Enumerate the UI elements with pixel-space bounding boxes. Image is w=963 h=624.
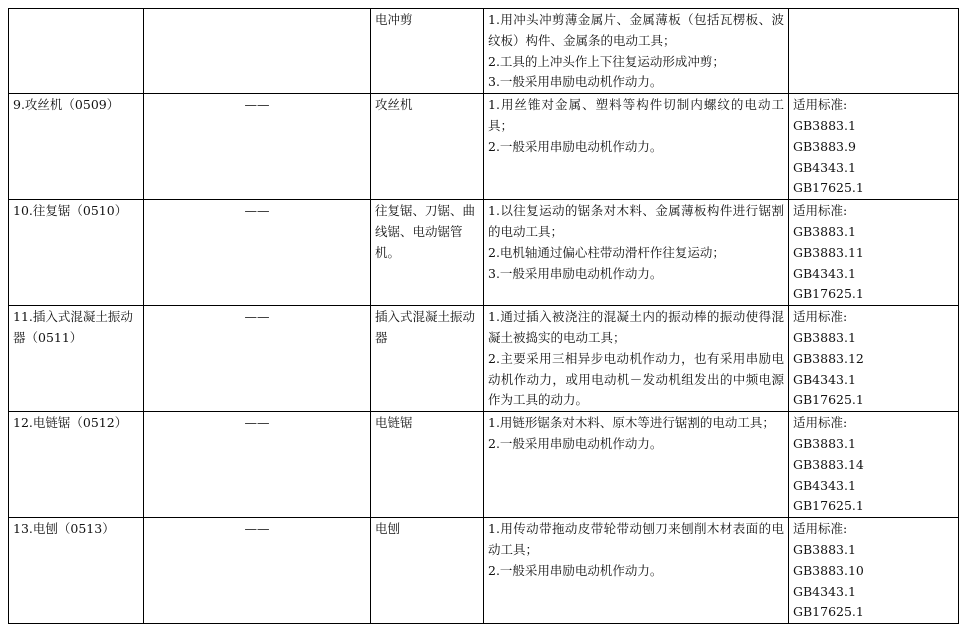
standard-item: GB3883.1 bbox=[793, 223, 856, 239]
standard-item: GB3883.9 bbox=[793, 138, 856, 154]
standards-cell bbox=[789, 200, 959, 306]
table-row bbox=[9, 200, 959, 306]
code-cell: —— bbox=[144, 306, 371, 412]
definition-line: 2.工具的上冲头作上下往复运动形成冲剪； bbox=[488, 53, 725, 69]
standard-label: 适用标准: bbox=[793, 521, 848, 537]
definition-cell bbox=[484, 518, 789, 624]
standard-item: GB3883.14 bbox=[793, 456, 864, 472]
standard-item: GB3883.1 bbox=[793, 117, 856, 133]
product-cell: 电刨 bbox=[371, 518, 484, 624]
product-cell: 攻丝机 bbox=[371, 94, 484, 200]
standard-item: GB17625.1 bbox=[793, 604, 864, 620]
standard-item: GB3883.10 bbox=[793, 562, 864, 578]
standard-label: 适用标准: bbox=[793, 415, 848, 431]
table-row bbox=[9, 306, 959, 412]
standard-label: 适用标准: bbox=[793, 203, 848, 219]
definition-line: 3.一般采用串励电动机作动力。 bbox=[488, 74, 663, 90]
standard-item: GB17625.1 bbox=[793, 180, 864, 196]
category-cell: 13.电刨（0513） bbox=[9, 518, 144, 624]
definition-line: 1.通过插入被浇注的混凝土内的振动棒的振动使得混凝土被捣实的电动工具； bbox=[488, 309, 784, 345]
standards-cell bbox=[789, 518, 959, 624]
product-cell: 电冲剪 bbox=[371, 9, 484, 94]
definition-line: 1.用冲头冲剪薄金属片、金属薄板（包括瓦楞板、波纹板）构件、金属条的电动工具； bbox=[488, 12, 784, 48]
code-cell bbox=[144, 9, 371, 94]
definition-cell bbox=[484, 200, 789, 306]
definition-line: 2.一般采用串励电动机作动力。 bbox=[488, 138, 663, 154]
category-cell: 9.攻丝机（0509） bbox=[9, 94, 144, 200]
definition-line: 1.用链形锯条对木料、原木等进行锯割的电动工具； bbox=[488, 415, 775, 431]
standard-item: GB4343.1 bbox=[793, 265, 856, 281]
definition-line: 1.以往复运动的锯条对木料、金属薄板构件进行锯割的电动工具； bbox=[488, 203, 784, 239]
definition-line: 1.用传动带拖动皮带轮带动刨刀来刨削木材表面的电动工具； bbox=[488, 521, 784, 557]
standard-item: GB17625.1 bbox=[793, 498, 864, 514]
definition-line: 2.主要采用三相异步电动机作动力，也有采用串励电动机作动力，或用电动机－发动机组发出的中频电源作为工具的动力。 bbox=[488, 350, 784, 408]
table-row bbox=[9, 94, 959, 200]
definition-cell bbox=[484, 94, 789, 200]
standard-item: GB17625.1 bbox=[793, 392, 864, 408]
standard-item: GB4343.1 bbox=[793, 477, 856, 493]
definition-cell bbox=[484, 306, 789, 412]
definition-line: 2.一般采用串励电动机作动力。 bbox=[488, 435, 663, 451]
table-row bbox=[9, 412, 959, 518]
standard-item: GB4343.1 bbox=[793, 583, 856, 599]
standard-item: GB4343.1 bbox=[793, 159, 856, 175]
standard-label: 适用标准: bbox=[793, 97, 848, 113]
category-cell: 10.往复锯（0510） bbox=[9, 200, 144, 306]
standards-cell bbox=[789, 412, 959, 518]
code-cell: —— bbox=[144, 518, 371, 624]
definition-line: 3.一般采用串励电动机作动力。 bbox=[488, 265, 663, 281]
category-cell: 12.电链锯（0512） bbox=[9, 412, 144, 518]
standards-cell bbox=[789, 94, 959, 200]
standard-item: GB3883.1 bbox=[793, 329, 856, 345]
code-cell: —— bbox=[144, 94, 371, 200]
category-cell bbox=[9, 9, 144, 94]
category-cell: 11.插入式混凝土振动器（0511） bbox=[9, 306, 144, 412]
product-cell: 往复锯、刀锯、曲线锯、电动锯管机。 bbox=[371, 200, 484, 306]
standard-item: GB3883.1 bbox=[793, 435, 856, 451]
standard-item: GB17625.1 bbox=[793, 286, 864, 302]
definition-cell bbox=[484, 9, 789, 94]
product-classification-table bbox=[8, 8, 959, 624]
definition-line: 2.电机轴通过偏心柱带动滑杆作往复运动； bbox=[488, 244, 725, 260]
table-row bbox=[9, 518, 959, 624]
standard-label: 适用标准: bbox=[793, 309, 848, 325]
product-cell: 电链锯 bbox=[371, 412, 484, 518]
code-cell: —— bbox=[144, 200, 371, 306]
definition-line: 1.用丝锥对金属、塑料等构件切制内螺纹的电动工具； bbox=[488, 97, 784, 133]
definition-line: 2.一般采用串励电动机作动力。 bbox=[488, 562, 663, 578]
standard-item: GB4343.1 bbox=[793, 371, 856, 387]
standards-cell bbox=[789, 9, 959, 94]
standards-cell bbox=[789, 306, 959, 412]
product-cell: 插入式混凝土振动器 bbox=[371, 306, 484, 412]
standard-item: GB3883.11 bbox=[793, 244, 864, 260]
definition-cell bbox=[484, 412, 789, 518]
code-cell: —— bbox=[144, 412, 371, 518]
standard-item: GB3883.1 bbox=[793, 541, 856, 557]
standard-item: GB3883.12 bbox=[793, 350, 864, 366]
table-row bbox=[9, 9, 959, 94]
